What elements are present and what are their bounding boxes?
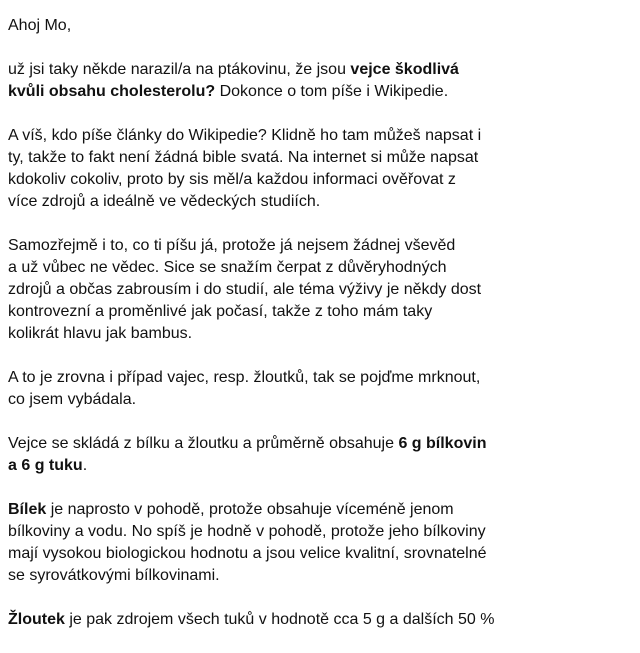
paragraph-text: Vejce se skládá z bílku a žloutku a průměrně obsahuje [8,435,399,452]
paragraph-text: Dokonce o tom píše i Wikipedie. [215,83,449,100]
bold-phrase: Bílek [8,501,47,518]
bold-phrase: 6 g bílkovin a 6 g tuku [8,435,487,474]
paragraph-text: už jsi taky někde narazil/a na ptákovinu, že jsou [8,61,351,78]
bold-phrase: Žloutek [8,611,65,628]
paragraph-sources: Samozřejmě i to, co ti píšu já, protože já nejsem žádnej vševěd a už vůbec ne vědec. Sice se snažím čerpat z důvěryhodných zdrojů a občas zabrousím i do studií, ale téma výživy je někdy dost kontrovezní a proměnlivé jak počasí, takže z toho mám taky kolikrát hlavu jak bambus. [8,237,482,342]
paragraph-egg-yolks: A to je zrovna i případ vajec, resp. žloutků, tak se pojďme mrknout, co jsem vybádala. [8,369,481,408]
paragraph-text: je naprosto v pohodě, protože obsahuje víceméně jenom bílkoviny a vodu. No spíš je hodně v pohodě, protože jeho bílkoviny mají vysokou biologickou hodnotu a jsou velice kvalitní, srovnatelné se syrovátkovými bílkovinami. [8,501,487,584]
paragraph-egg-white [8,499,498,587]
paragraph-text: . [82,457,88,474]
paragraph-yolk [8,609,498,631]
paragraph-cholesterol-myth [8,59,498,103]
greeting: Ahoj Mo, [8,17,72,34]
bold-phrase: vejce škodlivá kvůli obsahu cholesterolu? [8,61,459,100]
paragraph-egg-composition [8,433,498,477]
email-body [8,15,498,653]
paragraph-wikipedia: A víš, kdo píše články do Wikipedie? Klidně ho tam můžeš napsat i ty, takže to fakt není žádná bible svatá. Na internet si může napsat kdokoliv cokoliv, proto by sis měl/a každou informaci ověřovat z více zdrojů a ideálně ve vědeckých studiích. [8,127,482,210]
paragraph-text: je pak zdrojem všech tuků v hodnotě cca 5 g a dalších 50 % [64,611,495,628]
